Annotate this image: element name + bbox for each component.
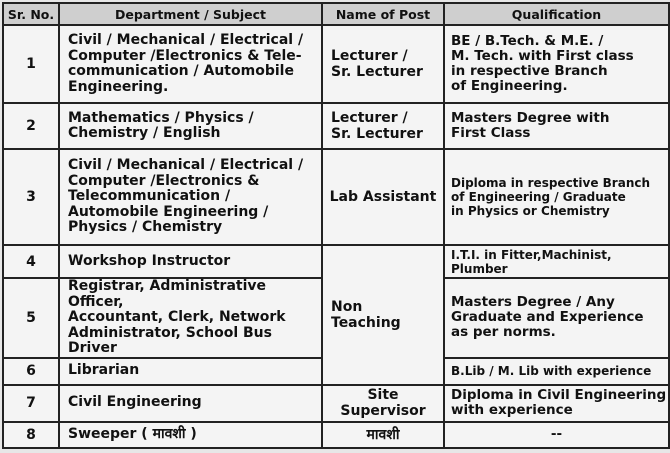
row-department: Civil Engineering [59,385,322,422]
row-qualification: Diploma in respective Branch of Engineering / Graduate in Physics or Chemistry [444,149,669,245]
row-qualification: -- [444,422,669,448]
row-sr-no: 2 [3,103,59,149]
row-qualification: BE / B.Tech. & M.E. / M. Tech. with First class in respective Branch of Engineering. [444,25,669,103]
recruitment-table [2,2,670,449]
row-department: Registrar, Administrative Officer, Accountant, Clerk, Network Administrator, School Bus Driver [59,278,322,358]
table-row [3,103,669,149]
row-sr-no: 7 [3,385,59,422]
row-post: मावशी [322,422,444,448]
row-department: Workshop Instructor [59,245,322,278]
header-post: Name of Post [322,3,444,25]
row-department: Civil / Mechanical / Electrical / Computer /Electronics & Tele- communication / Automobile Engineering. [59,25,322,103]
row-sr-no: 8 [3,422,59,448]
row-post: Lab Assistant [322,149,444,245]
table-row [3,245,669,278]
row-sr-no: 5 [3,278,59,358]
row-sr-no: 1 [3,25,59,103]
table-row [3,149,669,245]
table-row [3,385,669,422]
row-qualification: Masters Degree with First Class [444,103,669,149]
row-post: Lecturer / Sr. Lecturer [322,103,444,149]
row-sr-no: 4 [3,245,59,278]
row-post: Site Supervisor [322,385,444,422]
table-row [3,25,669,103]
row-qualification: Diploma in Civil Engineering with experience [444,385,669,422]
row-post-merged: Non Teaching [322,245,444,385]
row-department: Civil / Mechanical / Electrical / Computer /Electronics & Telecommunication / Automobile Engineering / Physics / Chemistry [59,149,322,245]
row-department: Sweeper ( मावशी ) [59,422,322,448]
row-department: Mathematics / Physics / Chemistry / English [59,103,322,149]
row-department: Librarian [59,358,322,385]
row-sr-no: 3 [3,149,59,245]
row-qualification: B.Lib / M. Lib with experience [444,358,669,385]
row-qualification: Masters Degree / Any Graduate and Experience as per norms. [444,278,669,358]
table-row [3,422,669,448]
table-header-row [3,3,669,25]
row-sr-no: 6 [3,358,59,385]
header-department: Department / Subject [59,3,322,25]
row-qualification: I.T.I. in Fitter,Machinist, Plumber [444,245,669,278]
header-qualification: Qualification [444,3,669,25]
row-post: Lecturer / Sr. Lecturer [322,25,444,103]
header-sr-no: Sr. No. [3,3,59,25]
